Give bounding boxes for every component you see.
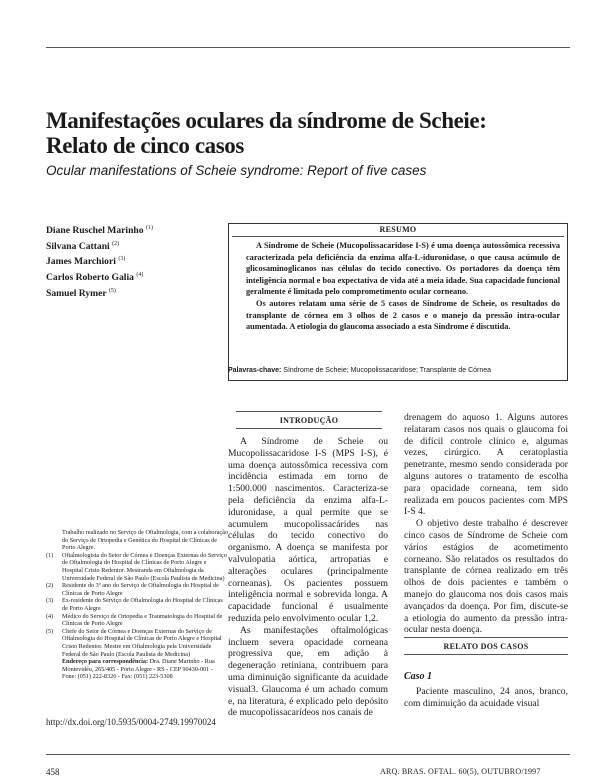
relato-rule-bottom bbox=[404, 654, 568, 655]
footnote-intro: Trabalho realizado no Serviço de Oftalmologia, com a colaboração do Serviço de Ortopedia e Genética do Hospital de Clínicas de Porto Alegre. bbox=[62, 529, 228, 552]
article-title bbox=[46, 108, 566, 158]
author: Samuel Rymer $^{(5)}$ bbox=[46, 287, 116, 299]
author-list bbox=[46, 222, 216, 300]
intro-text bbox=[228, 436, 388, 719]
keywords-text: Síndrome de Scheie; Mucopolissacaridose; Transplante de Córnea bbox=[283, 367, 492, 374]
intro-rule-bottom bbox=[236, 428, 382, 429]
title-line-1: Manifestações oculares da síndrome de Scheie: bbox=[46, 108, 487, 133]
title-line-2: Relato de cinco casos bbox=[46, 133, 244, 158]
right-paragraph: drenagem do aquoso 1. Alguns autores relataram casos nos quais o glaucoma foi de difícil controle clínico e, algumas vezes, cirúrgico. A ceratoplastia penetrante, mesmo sendo considerada por alguns autores o tratamento de escolha para opacidade corneana, tem sido realizada em poucos pacientes com MPS I-S 4. bbox=[404, 412, 568, 518]
relato-rule-top bbox=[404, 637, 568, 638]
right-paragraph: O objetivo deste trabalho é descrever cinco casos de Síndrome de Scheie com vários estágios de acometimento corneano. São relatados os resultados do transplante de córnea realizado em três olhos de dois pacientes e também o manejo do glaucoma nos dois casos mais avançados da doença. Por fim, discute-se a etiologia do aumento da pressão intra-ocular nesta doença. bbox=[404, 518, 568, 636]
top-rule bbox=[46, 47, 570, 48]
author: Diane Ruschel Marinho $^{(1)}$ bbox=[46, 225, 153, 237]
page-number: 458 bbox=[46, 767, 60, 777]
article-subtitle: Ocular manifestations of Scheie syndrome: Report of five cases bbox=[46, 163, 427, 178]
intro-heading: INTRODUÇÃO bbox=[279, 416, 339, 425]
case-text bbox=[404, 686, 568, 710]
right-column-text bbox=[404, 412, 568, 636]
abstract-rule bbox=[232, 236, 564, 237]
author: James Marchiori $^{(3)}$ bbox=[46, 256, 126, 268]
footnotes bbox=[46, 529, 228, 681]
abstract-heading: RESUMO bbox=[379, 225, 417, 234]
relato-heading: RELATO DOS CASOS bbox=[443, 642, 529, 651]
footnote: (4) Médico do Serviço de Ortopedia e Traumatologia do Hospital de Clínicas de Porto Alegre bbox=[46, 612, 223, 628]
footnote: (2) Residente do 3º ano do Serviço de Oftalmologia do Hospital de Clínicas de Porto Alegre bbox=[46, 582, 219, 597]
keywords bbox=[228, 367, 578, 374]
abstract-paragraph: A Síndrome de Scheie (Mucopolissacaridose I-S) é uma doença autossômica recessiva caracterizada pela deficiência da enzima alfa-L-iduronidase, o que causa acúmulo de glicosaminoglicanos nas células do tecido conectivo. Os portadores da doença têm inteligência normal e boa expectativa de vida até a meia idade. Sua capacidade funcional geralmente é limitada pelo comprometimento ocular corneano. bbox=[246, 241, 560, 297]
footnote: (1) Oftalmologista do Setor de Córnea e Doenças Externas do Serviço de Oftalmologia do Hospital de Clínicas de Porto Alegre e Hospital Cristo Redentor. Mestranda em Oftalmologia da Universidade Federal de São Paulo (Escola Paulista de Medicina) bbox=[46, 551, 227, 582]
abstract-paragraph: Os autores relatam uma série de 5 casos de Síndrome de Scheie, os resultados do transplante de córnea em 3 olhos de 2 casos e o manejo da pressão intra-ocular aumentada. A etiologia do glaucoma associado a esta Síndrome é discutida. bbox=[246, 298, 560, 332]
abstract-text bbox=[246, 240, 560, 333]
journal-reference: ARQ. BRAS. OFTAL. 60(5), OUTUBRO/1997 bbox=[380, 767, 541, 776]
case-heading: Caso 1 bbox=[404, 671, 433, 682]
intro-paragraph: A Síndrome de Scheie ou Mucopolissacaridose I-S (MPS I-S), é uma doença autossômica recessiva com incidência estimada em torno de 1:500.000 nascimentos. Caracteriza-se pela deficiência da enzima alfa-L-iduronidase, a qual permite que se acumulem mucopolissacárides nas células do tecido conectivo do organismo. A doença se manifesta por valvulopatia aórtica, artropatias e alterações oculares (principalmente corneanas). Os pacientes possuem inteligência normal e sobrevida longa. A capacidade funcional é usualmente reduzida pelo envolvimento ocular 1,2. bbox=[228, 436, 388, 624]
footnote-address: Endereço para correspondência: Dra. Diane Marinho - Rua Montevidéu, 265/405 - Porto Alegre - RS - CEP 90430-001 - Fone: (051) 222-8326 - Fax: (051) 223-5308 bbox=[62, 658, 215, 681]
footnote: (5) Chefe do Setor de Córnea e Doenças Externas do Serviço de Oftalmologia do Hospital de Clínicas de Porto Alegre e Hospital Cristo Redentor. Mestre em Oftalmologia pela Universidade Federal de São Paulo (Escola Paulista de Medicina) bbox=[46, 627, 222, 658]
intro-paragraph: As manifestações oftalmológicas incluem severa opacidade corneana progressiva que, em adição à degeneração retiniana, contribuem para uma diminuição significante da acuidade visual3. Glaucoma é um achado comum e, na literatura, é explicado pelo depósito de mucopolissacarídeos nos canais de bbox=[228, 624, 388, 719]
case-paragraph: Paciente masculino, 24 anos, branco, com diminuição da acuidade visual bbox=[404, 686, 568, 709]
footnote: (3) Ex-residente do Serviço de Oftalmologia do Hospital de Clínicas de Porto Alegre bbox=[46, 597, 223, 612]
intro-rule-top bbox=[236, 411, 382, 412]
doi-link[interactable]: http://dx.doi.org/10.5935/0004-2749.19970024 bbox=[46, 717, 216, 727]
author: Silvana Cattani $^{(2)}$ bbox=[46, 240, 120, 252]
bottom-rule bbox=[46, 754, 570, 755]
keywords-label: Palavras-chave: bbox=[228, 367, 282, 374]
author: Carlos Roberto Galia $^{(4)}$ bbox=[46, 272, 144, 284]
